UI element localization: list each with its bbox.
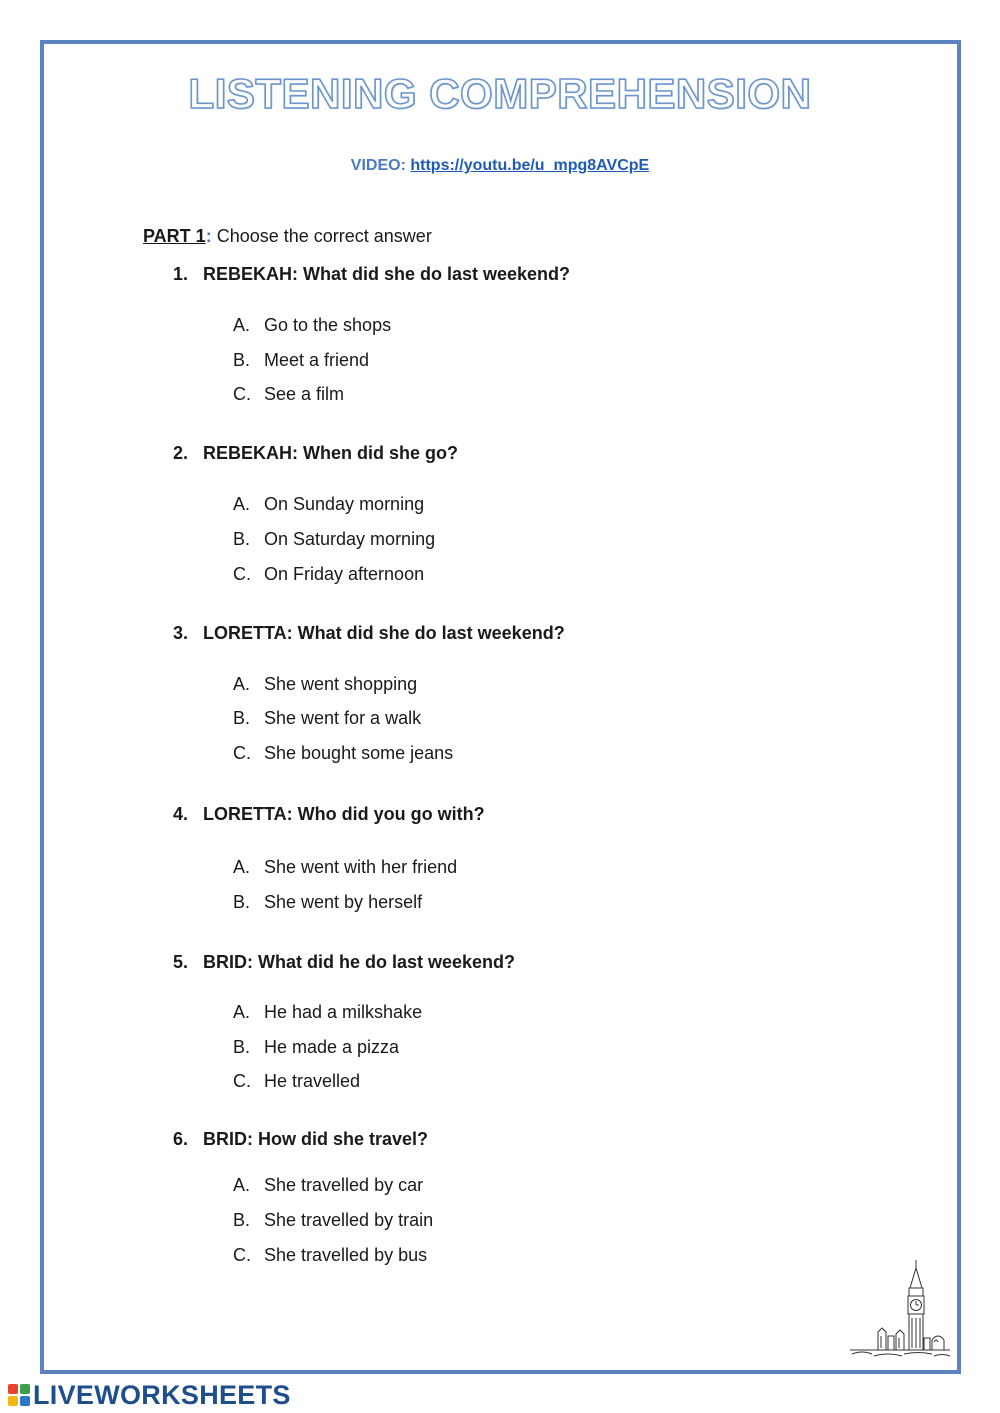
part-heading	[143, 226, 432, 247]
option-text: He travelled	[264, 1071, 361, 1091]
option-text: He made a pizza	[264, 1037, 400, 1057]
question-number: 4.	[173, 804, 189, 824]
option-text: She went by herself	[264, 892, 423, 912]
liveworksheets-brand: LIVEWORKSHEETS	[33, 1379, 291, 1410]
video-link[interactable]: https://youtu.be/u_mpg8AVCpE	[410, 157, 650, 174]
option-1a[interactable]	[233, 315, 391, 336]
question-text: REBEKAH: What did she do last weekend?	[203, 264, 571, 284]
option-letter: B.	[233, 1210, 251, 1230]
option-5c[interactable]	[233, 1071, 360, 1092]
option-5b[interactable]	[233, 1037, 399, 1058]
liveworksheets-logo[interactable]	[8, 1380, 291, 1410]
liveworksheets-logo-icon	[8, 1384, 30, 1406]
question-text: BRID: What did he do last weekend?	[203, 952, 516, 972]
option-letter: A.	[233, 674, 251, 694]
option-text: He had a milkshake	[264, 1002, 423, 1022]
option-text: On Friday afternoon	[264, 564, 425, 584]
question-5	[173, 952, 515, 973]
option-letter: B.	[233, 708, 251, 728]
option-letter: A.	[233, 1002, 251, 1022]
option-letter: C.	[233, 564, 251, 584]
option-text: On Sunday morning	[264, 494, 425, 514]
option-text: She went with her friend	[264, 857, 458, 877]
option-letter: C.	[233, 1245, 251, 1265]
option-letter: C.	[233, 743, 251, 763]
option-2b[interactable]	[233, 529, 435, 550]
question-number: 2.	[173, 443, 189, 463]
option-letter: B.	[233, 529, 251, 549]
question-text: BRID: How did she travel?	[203, 1129, 429, 1149]
part-instruction: Choose the correct answer	[216, 226, 432, 246]
option-letter: A.	[233, 315, 251, 335]
option-1c[interactable]	[233, 384, 344, 405]
question-number: 5.	[173, 952, 189, 972]
option-1b[interactable]	[233, 350, 369, 371]
option-3b[interactable]	[233, 708, 421, 729]
option-letter: A.	[233, 857, 251, 877]
option-3a[interactable]	[233, 674, 417, 695]
option-text: Meet a friend	[264, 350, 370, 370]
question-4	[173, 804, 485, 825]
option-5a[interactable]	[233, 1002, 422, 1023]
question-6	[173, 1129, 428, 1150]
option-4b[interactable]	[233, 892, 422, 913]
option-text: She travelled by car	[264, 1175, 424, 1195]
option-4a[interactable]	[233, 857, 457, 878]
option-text: She went shopping	[264, 674, 418, 694]
option-letter: B.	[233, 1037, 251, 1057]
option-text: She travelled by bus	[264, 1245, 428, 1265]
option-letter: A.	[233, 1175, 251, 1195]
option-text: She travelled by train	[264, 1210, 434, 1230]
option-text: On Saturday morning	[264, 529, 436, 549]
option-text: She bought some jeans	[264, 743, 454, 763]
option-text: See a film	[264, 384, 345, 404]
part-label: PART 1	[143, 226, 206, 246]
question-number: 1.	[173, 264, 189, 284]
option-letter: C.	[233, 1071, 251, 1091]
option-6c[interactable]	[233, 1245, 427, 1266]
page-title: LISTENING COMPREHENSION	[188, 70, 812, 117]
video-label: VIDEO:	[350, 157, 406, 174]
option-letter: B.	[233, 892, 251, 912]
option-letter: B.	[233, 350, 251, 370]
question-text: LORETTA: Who did you go with?	[203, 804, 485, 824]
question-1	[173, 264, 570, 285]
option-6b[interactable]	[233, 1210, 433, 1231]
option-text: She went for a walk	[264, 708, 422, 728]
option-3c[interactable]	[233, 743, 453, 764]
question-number: 3.	[173, 623, 189, 643]
option-2c[interactable]	[233, 564, 424, 585]
option-letter: A.	[233, 494, 251, 514]
question-text: LORETTA: What did she do last weekend?	[203, 623, 565, 643]
part-colon: :	[205, 226, 212, 246]
question-3	[173, 623, 565, 644]
question-2	[173, 443, 458, 464]
option-6a[interactable]	[233, 1175, 423, 1196]
big-ben-icon	[848, 1258, 952, 1360]
option-2a[interactable]	[233, 494, 424, 515]
question-text: REBEKAH: When did she go?	[203, 443, 458, 463]
option-text: Go to the shops	[264, 315, 392, 335]
video-line	[0, 157, 1000, 175]
question-number: 6.	[173, 1129, 189, 1149]
option-letter: C.	[233, 384, 251, 404]
